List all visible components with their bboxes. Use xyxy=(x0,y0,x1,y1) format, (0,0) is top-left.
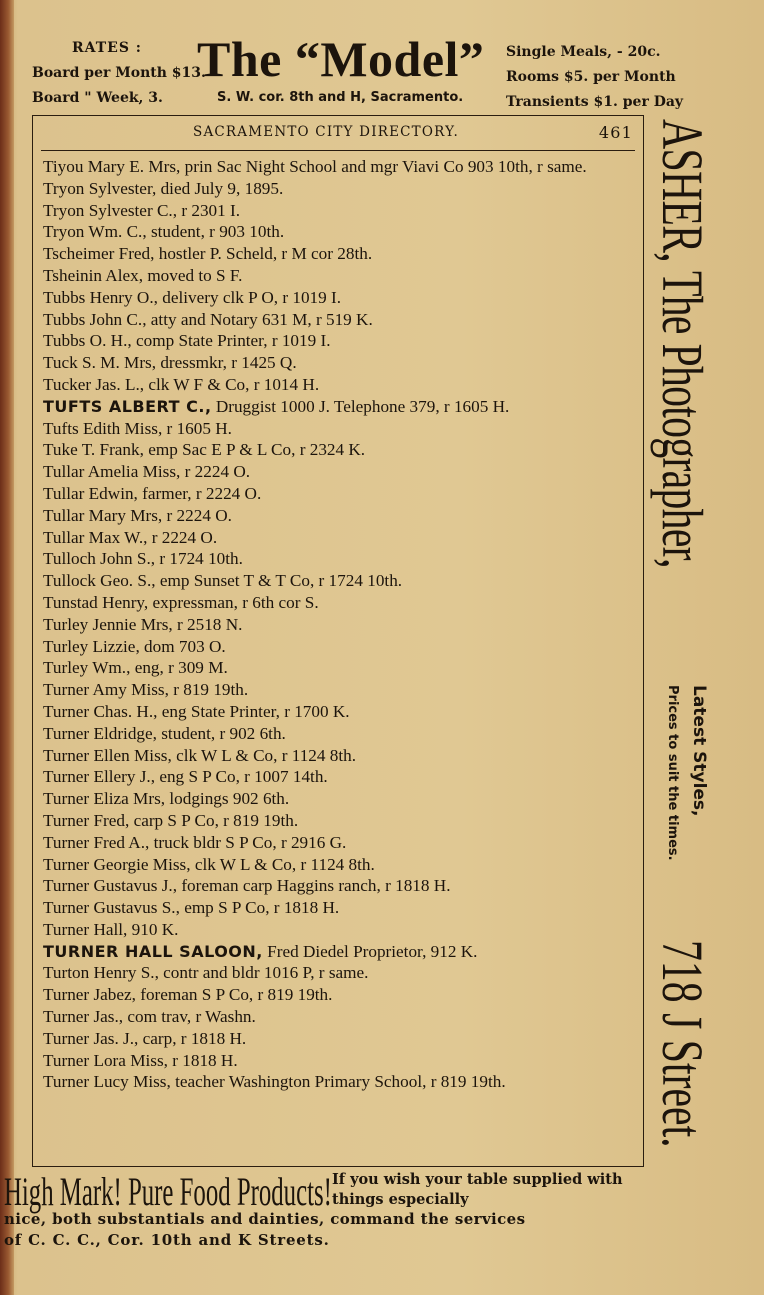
entry-name: Tullar Mary Mrs, xyxy=(43,505,163,525)
entry-name: Tubbs John C., xyxy=(43,309,147,329)
directory-entry xyxy=(43,636,639,658)
directory-entry xyxy=(43,330,639,352)
directory-entry xyxy=(43,483,639,505)
meals-line-rooms: Rooms $5. per Month xyxy=(506,69,676,85)
rates-line-month: Board per Month $13. xyxy=(32,65,206,81)
directory-entry xyxy=(43,1050,639,1072)
high-mark-line-3: of C. C. C., Cor. 10th and K Streets. xyxy=(4,1231,330,1249)
directory-entry xyxy=(43,265,639,287)
entry-details: r 1818 H. xyxy=(167,1050,238,1070)
directory-entry xyxy=(43,723,639,745)
entry-name: Turner Gustavus S., xyxy=(43,898,180,918)
entry-name: Turner Georgie Miss, xyxy=(43,854,191,874)
directory-entry xyxy=(43,221,639,243)
entry-name: Turner Jas., xyxy=(43,1007,124,1027)
page-binding-edge xyxy=(0,0,14,1295)
entry-details: emp Sunset T & T Co, r 1724 10th. xyxy=(155,571,403,591)
directory-entry xyxy=(43,592,639,614)
entry-details: contr and bldr 1016 P, r same. xyxy=(158,963,369,983)
entry-details: hostler P. Scheld, r M cor 28th. xyxy=(154,244,373,264)
directory-entry xyxy=(43,854,639,876)
entry-name: Tucker Jas. L., xyxy=(43,374,145,394)
directory-entry xyxy=(43,396,639,418)
entry-details: 910 K. xyxy=(127,919,179,939)
entry-details: truck bldr S P Co, r 2916 G. xyxy=(149,832,347,852)
directory-entry xyxy=(43,657,639,679)
entry-name: Turner Chas. H., xyxy=(43,701,158,721)
directory-entry xyxy=(43,810,639,832)
entry-name: Turner Hall, xyxy=(43,919,128,939)
directory-entry xyxy=(43,374,639,396)
directory-entry xyxy=(43,919,639,941)
directory-entry xyxy=(43,1006,639,1028)
high-mark-line-2: nice, both substantials and dainties, command the services xyxy=(4,1210,526,1228)
entry-name: Turner Eldridge, xyxy=(43,723,157,743)
directory-entry xyxy=(43,962,639,984)
entry-details: carp S P Co, r 819 19th. xyxy=(129,810,299,830)
directory-entry xyxy=(43,832,639,854)
rates-block xyxy=(32,36,206,111)
directory-entry xyxy=(43,570,639,592)
entry-details: Fred Diedel Proprietor, 912 K. xyxy=(262,941,478,961)
directory-entry xyxy=(43,875,639,897)
directory-entry xyxy=(43,309,639,331)
directory-entry xyxy=(43,766,639,788)
entry-details: r 819 19th. xyxy=(168,680,249,700)
directory-frame xyxy=(32,115,644,1167)
meals-line-transients: Transients $1. per Day xyxy=(506,94,684,110)
directory-entry xyxy=(43,505,639,527)
entry-name: Turner Jas. J., xyxy=(43,1028,139,1048)
entry-name: Tryon Sylvester, xyxy=(43,178,157,198)
directory-entry xyxy=(43,439,639,461)
entry-name: Tullar Edwin, xyxy=(43,483,138,503)
directory-entry xyxy=(43,614,639,636)
directory-entry xyxy=(43,243,639,265)
entry-details: eng State Printer, r 1700 K. xyxy=(157,701,350,721)
entry-details: r 2518 N. xyxy=(172,614,243,634)
entry-name: Tubbs Henry O., xyxy=(43,287,158,307)
entry-name: Turner Gustavus J., xyxy=(43,876,178,896)
directory-entry xyxy=(43,548,639,570)
directory-entry xyxy=(43,941,639,963)
entry-details: r 1724 10th. xyxy=(155,549,243,569)
entry-name: Tiyou Mary E. Mrs, xyxy=(43,157,181,176)
asher-name: ASHER, The Photographer, xyxy=(650,119,715,568)
directory-entry xyxy=(43,352,639,374)
entry-name: Tscheimer Fred, xyxy=(43,244,155,264)
entry-details: delivery clk P O, r 1019 I. xyxy=(157,287,342,307)
entry-name: Turley Lizzie, xyxy=(43,636,140,656)
entry-details: emp Sac E P & L Co, r 2324 K. xyxy=(143,440,366,460)
directory-entry xyxy=(43,897,639,919)
directory-entry xyxy=(43,701,639,723)
directory-entry xyxy=(43,679,639,701)
entry-name: Tryon Sylvester C., xyxy=(43,200,178,220)
entry-name: Tufts Edith Miss, xyxy=(43,418,163,438)
page-number: 461 xyxy=(598,123,633,142)
entry-name: Tsheinin Alex, xyxy=(43,265,144,285)
entry-details: student, r 902 6th. xyxy=(156,723,286,743)
entry-details: r 2301 I. xyxy=(177,200,241,220)
entry-name: Turley Wm., xyxy=(43,658,131,678)
directory-entry xyxy=(43,418,639,440)
entry-name: Turner Fred, xyxy=(43,810,130,830)
entry-details: eng, r 309 M. xyxy=(130,658,228,678)
header-rule xyxy=(41,150,635,151)
entry-name: Tulloch John S., xyxy=(43,549,156,569)
entry-name: Turner Jabez, xyxy=(43,985,136,1005)
directory-entries xyxy=(43,156,639,1093)
entry-bold-name: TURNER HALL SALOON, xyxy=(43,941,263,961)
model-address: S. W. cor. 8th and H, Sacramento. xyxy=(217,90,464,105)
entry-details: Druggist 1000 J. Telephone 379, r 1605 H. xyxy=(211,396,510,416)
high-mark-title: High Mark! Pure Food Products! xyxy=(4,1169,332,1214)
entry-details: farmer, r 2224 O. xyxy=(137,483,262,503)
asher-latest-styles: Latest Styles, xyxy=(689,685,709,817)
entry-name: Turner Ellen Miss, xyxy=(43,745,172,765)
directory-entry xyxy=(43,788,639,810)
entry-name: Turner Ellery J., xyxy=(43,767,156,787)
entry-details: foreman S P Co, r 819 19th. xyxy=(135,985,333,1005)
entry-details: r 1605 H. xyxy=(162,418,232,438)
directory-entry xyxy=(43,178,639,200)
entry-details: dressmkr, r 1425 Q. xyxy=(156,353,297,373)
asher-street: 718 J Street. xyxy=(650,940,715,1148)
asher-prices: Prices to suit the times. xyxy=(665,685,680,861)
rates-line-week: Board " Week, 3. xyxy=(32,90,163,106)
entry-details: lodgings 902 6th. xyxy=(165,789,290,809)
directory-entry xyxy=(43,461,639,483)
entry-name: Turner Amy Miss, xyxy=(43,680,169,700)
entry-name: Tubbs O. H., xyxy=(43,331,132,351)
entry-details: carp, r 1818 H. xyxy=(138,1028,247,1048)
entry-details: r 2224 O. xyxy=(180,462,251,482)
entry-details: clk W L & Co, r 1124 8th. xyxy=(171,745,357,765)
entry-details: r 2224 O. xyxy=(147,527,218,547)
entry-details: eng S P Co, r 1007 14th. xyxy=(155,767,328,787)
directory-entry xyxy=(43,745,639,767)
entry-details: dom 703 O. xyxy=(139,636,226,656)
entry-bold-name: TUFTS ALBERT C., xyxy=(43,396,212,416)
entry-name: Tullar Max W., xyxy=(43,527,148,547)
model-title: The “Model” xyxy=(197,31,485,87)
entry-details: r 2224 O. xyxy=(162,505,232,525)
entry-name: Turner Lora Miss, xyxy=(43,1050,168,1070)
running-title: SACRAMENTO CITY DIRECTORY. xyxy=(193,124,459,140)
entry-name: Turner Fred A., xyxy=(43,832,150,852)
directory-entry xyxy=(43,200,639,222)
entry-name: Tunstad Henry, xyxy=(43,592,149,612)
directory-entry xyxy=(43,984,639,1006)
directory-entry xyxy=(43,287,639,309)
asher-ad-rotated xyxy=(650,115,714,1210)
entry-name: Turner Eliza Mrs, xyxy=(43,789,166,809)
entry-details: clk W L & Co, r 1124 8th. xyxy=(190,854,375,874)
meals-line-single: Single Meals, - 20c. xyxy=(506,44,661,60)
entry-name: Tryon Wm. C., xyxy=(43,222,147,242)
entry-details: emp S P Co, r 1818 H. xyxy=(179,898,340,918)
directory-entry xyxy=(43,1028,639,1050)
directory-entry xyxy=(43,1071,639,1093)
entry-details: died July 9, 1895. xyxy=(156,178,284,198)
entry-name: Tuck S. M. Mrs, xyxy=(43,353,157,373)
high-mark-ad xyxy=(0,1160,764,1280)
high-mark-supply-text: If you wish your table supplied with things especially xyxy=(332,1171,623,1208)
model-hotel-ad xyxy=(22,30,702,112)
entry-details: teacher Washington Primary School, r 819 19th. xyxy=(170,1072,506,1092)
entry-name: Tuke T. Frank, xyxy=(43,440,144,460)
asher-photographer-ad xyxy=(650,115,714,1210)
entry-details: atty and Notary 631 M, r 519 K. xyxy=(146,309,373,329)
entry-name: Turley Jennie Mrs, xyxy=(43,614,173,634)
directory-entry xyxy=(43,156,639,178)
meals-block xyxy=(506,40,683,115)
entry-details: comp State Printer, r 1019 I. xyxy=(131,331,331,351)
entry-details: clk W F & Co, r 1014 H. xyxy=(144,374,320,394)
entry-details: com trav, r Washn. xyxy=(123,1007,256,1027)
entry-details: prin Sac Night School and mgr Viavi Co 903 10th, r same. xyxy=(180,157,587,176)
entry-name: Turner Lucy Miss, xyxy=(43,1072,171,1092)
entry-details: expressman, r 6th cor S. xyxy=(148,592,319,612)
directory-entry xyxy=(43,527,639,549)
entry-name: Tullar Amelia Miss, xyxy=(43,462,181,482)
entry-details: foreman carp Haggins ranch, r 1818 H. xyxy=(177,876,451,896)
entry-details: student, r 903 10th. xyxy=(146,222,285,242)
rates-title: RATES : xyxy=(72,40,142,56)
entry-name: Turton Henry S., xyxy=(43,963,159,983)
entry-details: moved to S F. xyxy=(143,265,243,285)
entry-name: Tullock Geo. S., xyxy=(43,571,156,591)
